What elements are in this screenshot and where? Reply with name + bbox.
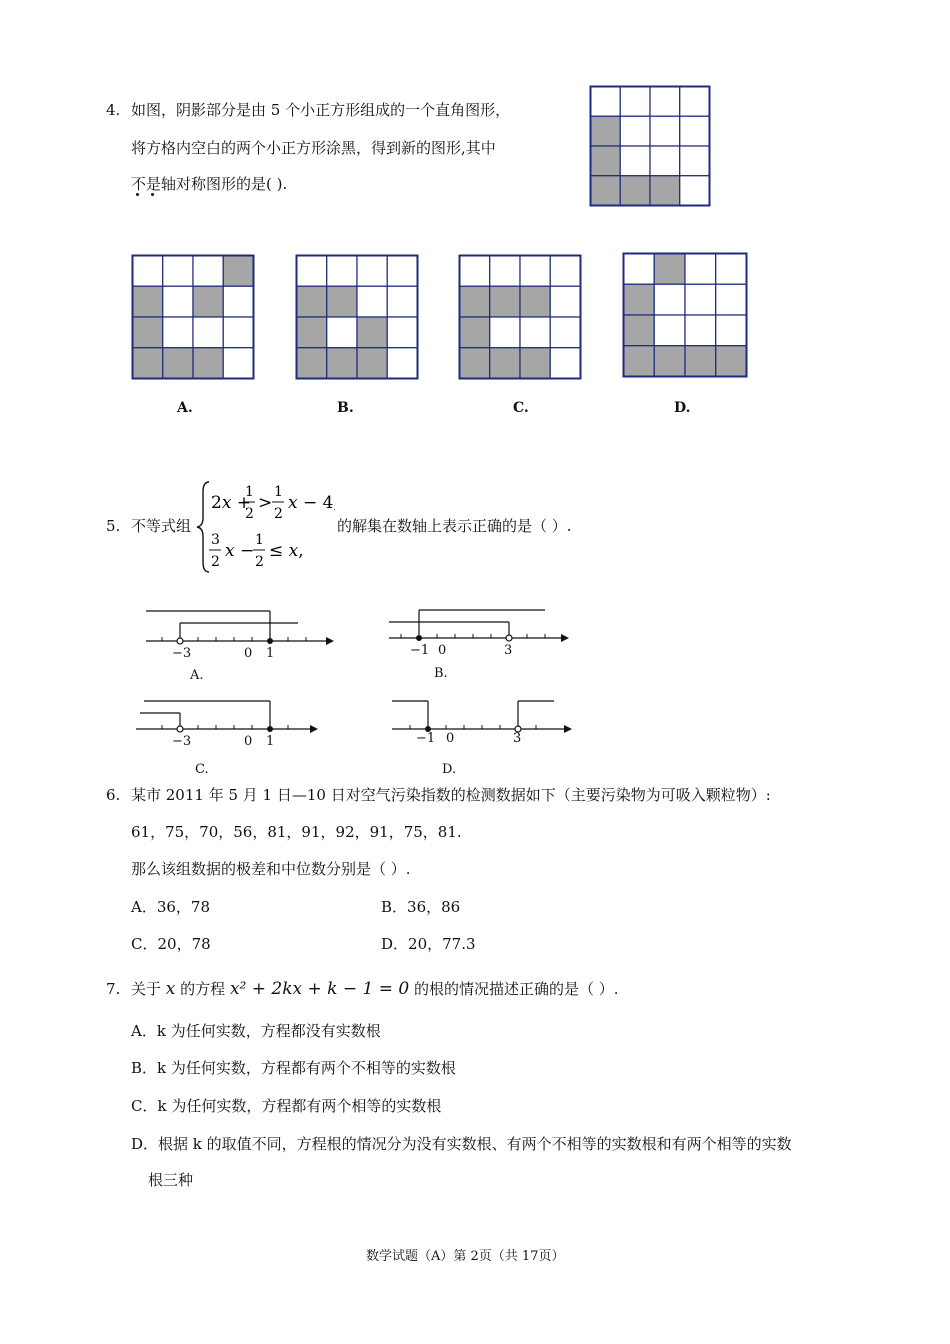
blank-square: [650, 116, 680, 146]
svg-text:1: 1: [245, 484, 254, 500]
svg-text:2: 2: [245, 506, 254, 522]
q5-prefix: 不等式组: [131, 517, 192, 535]
svg-text:2: 2: [255, 554, 264, 570]
shaded-square: [650, 176, 680, 206]
q4-option-a-label: A.: [177, 400, 193, 416]
q7-option-d: D．根据 k 的取值不同，方程根的情况分为没有实数根、有两个不相等的实数根和有两个相等的实数: [131, 1135, 792, 1153]
blank-square: [387, 286, 417, 317]
emphasis-dot: [136, 193, 139, 196]
q4-line3-rest: 轴对称图形的是( ).: [161, 175, 288, 193]
blank-square: [460, 256, 490, 287]
q5-option-c-numberline: [134, 693, 334, 741]
blank-square: [223, 348, 253, 379]
blank-square: [327, 317, 357, 348]
blank-square: [490, 317, 520, 348]
shaded-square: [133, 317, 163, 348]
q7-variable: x: [165, 979, 176, 999]
shaded-square: [520, 348, 550, 379]
blank-square: [223, 286, 253, 317]
blank-square: [223, 317, 253, 348]
blank-square: [620, 146, 650, 176]
shaded-square: [490, 286, 520, 317]
shaded-square: [591, 146, 621, 176]
q5-option-a-label: A.: [190, 668, 204, 683]
blank-square: [387, 348, 417, 379]
shaded-square: [163, 348, 193, 379]
q5-option-b-label: B.: [434, 666, 448, 681]
blank-square: [163, 256, 193, 287]
blank-square: [163, 286, 193, 317]
blank-square: [550, 317, 580, 348]
q4-line3: [131, 174, 287, 194]
q4-option-c-label: C.: [513, 400, 529, 416]
svg-text:1: 1: [255, 532, 264, 548]
tick-label: 3: [504, 643, 513, 658]
blank-square: [654, 315, 685, 346]
q5-option-d-label: D.: [442, 762, 457, 777]
blank-square: [680, 176, 710, 206]
q7-equation: x² + 2kx + k − 1 = 0: [229, 979, 410, 999]
shaded-square: [490, 348, 520, 379]
blank-square: [550, 286, 580, 317]
q4-line2: 将方格内空白的两个小正方形涂黑，得到新的图形,其中: [131, 139, 496, 157]
q5-brace: [195, 478, 335, 576]
shaded-square: [133, 348, 163, 379]
q4-number: 4.: [106, 101, 121, 119]
svg-text:2x +: 2x +: [211, 493, 252, 513]
blank-square: [520, 256, 550, 287]
blank-square: [624, 254, 655, 285]
blank-square: [357, 256, 387, 287]
tick-label: −3: [172, 646, 192, 661]
blank-square: [193, 256, 223, 287]
q5-number: 5.: [106, 517, 121, 535]
blank-square: [490, 256, 520, 287]
svg-text:≤ x,: ≤ x,: [269, 541, 304, 561]
shaded-square: [193, 348, 223, 379]
blank-square: [650, 87, 680, 117]
q5-option-a-numberline: [138, 603, 338, 653]
blank-square: [327, 256, 357, 287]
shaded-square: [591, 176, 621, 206]
q5-suffix: 的解集在数轴上表示正确的是（ ）.: [337, 517, 572, 535]
blank-square: [550, 348, 580, 379]
tick-label: −1: [416, 731, 436, 746]
shaded-square: [620, 176, 650, 206]
q7-stem: 关于 x 的方程 x² + 2kx + k − 1 = 0 的根的情况描述正确的是（ ）.: [131, 979, 619, 999]
q4-option-d-label: D.: [674, 400, 691, 416]
shaded-square: [327, 348, 357, 379]
shaded-square: [223, 256, 253, 287]
svg-text:x −: x −: [225, 541, 255, 561]
shaded-square: [654, 254, 685, 285]
shaded-square: [624, 315, 655, 346]
blank-square: [680, 146, 710, 176]
tick-label: 0: [446, 731, 455, 746]
tick-label: 3: [513, 731, 522, 746]
blank-square: [654, 284, 685, 315]
blank-square: [387, 317, 417, 348]
blank-square: [591, 87, 621, 117]
svg-text:x − 4,: x − 4,: [288, 493, 335, 513]
blank-square: [680, 87, 710, 117]
blank-square: [716, 254, 747, 285]
q6-option-d: D．20，77.3: [381, 935, 476, 953]
shaded-square: [460, 286, 490, 317]
blank-square: [650, 146, 680, 176]
tick-label: 1: [266, 734, 275, 749]
blank-square: [716, 315, 747, 346]
q6-option-a: A．36，78: [131, 898, 211, 916]
svg-text:3: 3: [211, 532, 220, 548]
blank-square: [620, 87, 650, 117]
blank-square: [520, 317, 550, 348]
q5-inequality-system: [195, 478, 335, 580]
svg-text:2: 2: [274, 506, 283, 522]
shaded-square: [297, 286, 327, 317]
q4-emphasis: 不是: [131, 175, 162, 193]
q7-option-b: B．k 为任何实数，方程都有两个不相等的实数根: [131, 1059, 456, 1077]
q6-data: 61，75，70，56，81，91，92，91，75，81.: [131, 823, 462, 841]
svg-text:1: 1: [274, 484, 283, 500]
shaded-square: [520, 286, 550, 317]
q4-main-grid: [589, 85, 711, 207]
blank-square: [163, 317, 193, 348]
blank-square: [685, 315, 716, 346]
tick-label: 0: [244, 646, 253, 661]
tick-label: −3: [172, 734, 192, 749]
q4-option-a-grid: [131, 254, 255, 380]
blank-square: [357, 286, 387, 317]
blank-square: [716, 284, 747, 315]
blank-square: [133, 256, 163, 287]
shaded-square: [357, 348, 387, 379]
blank-square: [685, 254, 716, 285]
q7-option-d-cont: 根三种: [148, 1171, 194, 1189]
shaded-square: [297, 348, 327, 379]
page-footer: 数学试题（A）第 2页（共 17页）: [366, 1249, 565, 1264]
blank-square: [550, 256, 580, 287]
shaded-square: [297, 317, 327, 348]
q6-option-b: B．36，86: [381, 898, 461, 916]
q4-option-c-grid: [458, 254, 582, 380]
svg-text:>: >: [258, 493, 273, 513]
q4-option-d-grid: [622, 252, 748, 378]
blank-square: [685, 284, 716, 315]
q6-line1: 某市 2011 年 5 月 1 日—10 日对空气污染指数的检测数据如下（主要污染物为可吸入颗粒物）:: [131, 786, 771, 804]
blank-square: [387, 256, 417, 287]
shaded-square: [193, 286, 223, 317]
shaded-square: [460, 348, 490, 379]
shaded-square: [133, 286, 163, 317]
tick-label: 0: [244, 734, 253, 749]
q4-line1: 如图，阴影部分是由 5 个小正方形组成的一个直角图形，: [131, 101, 511, 119]
q7-option-a: A．k 为任何实数，方程都没有实数根: [131, 1022, 381, 1040]
shaded-square: [654, 346, 685, 377]
q5-option-c-label: C.: [195, 762, 209, 777]
blank-square: [620, 116, 650, 146]
q4-option-b-label: B.: [337, 400, 354, 416]
tick-label: −1: [410, 643, 430, 658]
shaded-square: [327, 286, 357, 317]
shaded-square: [624, 346, 655, 377]
shaded-square: [591, 116, 621, 146]
tick-label: 1: [266, 646, 275, 661]
blank-square: [297, 256, 327, 287]
shaded-square: [685, 346, 716, 377]
q6-question: 那么该组数据的极差和中位数分别是（ ）.: [131, 860, 411, 878]
shaded-square: [460, 317, 490, 348]
shaded-square: [357, 317, 387, 348]
tick-label: 0: [438, 643, 447, 658]
q7-number: 7.: [106, 980, 121, 998]
svg-text:2: 2: [211, 554, 220, 570]
q6-option-c: C．20，78: [131, 935, 211, 953]
shaded-square: [624, 284, 655, 315]
q6-number: 6.: [106, 786, 121, 804]
blank-square: [680, 116, 710, 146]
emphasis-dot: [151, 193, 154, 196]
shaded-square: [716, 346, 747, 377]
q4-option-b-grid: [295, 254, 419, 380]
q7-option-c: C．k 为任何实数，方程都有两个相等的实数根: [131, 1097, 442, 1115]
blank-square: [193, 317, 223, 348]
